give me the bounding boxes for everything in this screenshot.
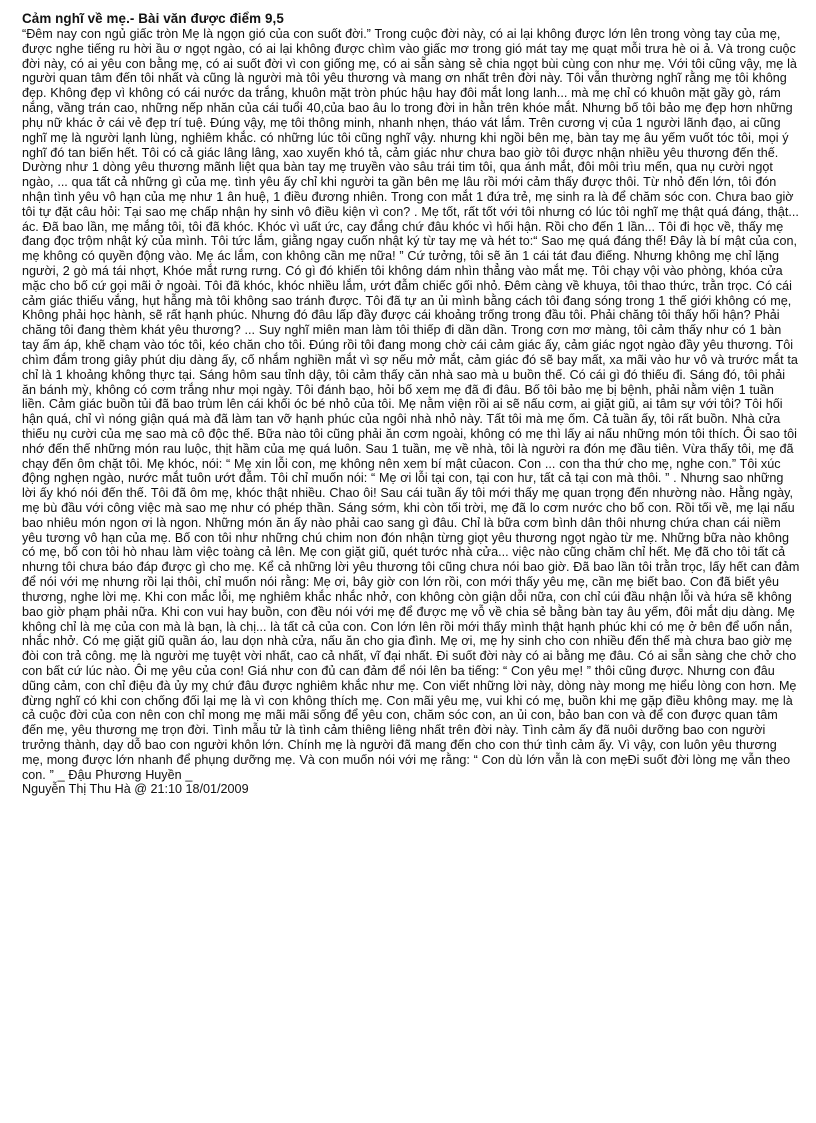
author-byline: Nguyễn Thị Thu Hà @ 21:10 18/01/2009 bbox=[22, 782, 249, 797]
document-title: Cảm nghĩ về mẹ.- Bài văn được điểm 9,5 bbox=[22, 11, 284, 26]
document-body: “Đêm nay con ngủ giấc tròn Mẹ là ngọn gió của con suốt đời.” Trong cuộc đời này, có ai lại không được lớn lên trong vòng tay của mẹ, được nghe tiếng ru hời ầu ơ ngọt ngào, có ai lại không được chìm vào giấc mơ trong gió mát tay mẹ quạt mỗi trưa hè oi ả. Và trong cuộc đời này, có ai yêu con bằng mẹ, có ai suốt đời vì con giống mẹ, có ai sẵn sàng sẻ chia ngọt bùi cùng con như mẹ. Với tôi cũng vậy, mẹ là người quan tâm đến tôi nhất và cũng là người mà tôi yêu thương và mang ơn nhất trên đời này. Tôi vẫn thường nghĩ rằng mẹ tôi không đẹp. Không đẹp vì không có cái nước da trắng, khuôn mặt tròn phúc hậu hay đôi mắt long lanh... mà mẹ chỉ có khuôn mặt gầy gò, rám nắng, vầng trán cao, những nếp nhăn của cái tuổi 40,của bao âu lo trong đời in hằn trên khóe mắt. Nhưng bố tôi bảo mẹ đẹp hơn những phụ nữ khác ở cái vẻ đẹp trí tuệ. Đúng vậy, mẹ tôi thông minh, nhanh nhẹn, tháo vát lắm. Trên cương vị của 1 người lãnh đạo, ai cũng nghĩ mẹ là người lạnh lùng, nghiêm khắc. có những lúc tôi cũng nghĩ vậy. nhưng khi ngồi bên mẹ, bàn tay mẹ âu yếm vuốt tóc tôi, mọi ý nghĩ đó tan biến hết. Tôi có cả giác lâng lâng, xao xuyến khó tả, cảm giác như chưa bao giờ tôi được nhận nhiều yêu thương đến thế. Dường như 1 dòng yêu thương mãnh liệt qua bàn tay mẹ truyền vào sâu trái tim tôi, qua ánh mắt, đôi môi trìu mến, qua nụ cười ngọt ngào, ... qua tất cả những gì của mẹ. tình yêu ấy chỉ khi người ta gần bên mẹ lâu rồi mới cảm thấy được thôi. Từ nhỏ đến lớn, tôi đón nhận tình yêu vô hạn của mẹ như 1 ân huệ, 1 điều đương nhiên. Trong con mắt 1 đứa trẻ, mẹ sinh ra là để chăm sóc con. Chưa bao giờ tôi tự đặt câu hỏi: Tại sao mẹ chấp nhận hy sinh vô điều kiện vì con? . Mẹ tốt, rất tốt với tôi nhưng có lúc tôi nghĩ mẹ thật quá đáng, thật... ác. Đã bao lần, mẹ mắng tôi, tôi đã khóc. Khóc vì uất ức, cay đắng chứ đâu khóc vì hối hận. Rồi cho đến 1 lần... Tôi đi học về, thấy mẹ đang đọc trộm nhật ký của mình. Tôi tức lắm, giằng ngay cuốn nhật ký từ tay mẹ và hét to:“ Sao mẹ quá đáng thế! Đây là bí mật của con, mẹ không có quyền động vào. Mẹ ác lắm, con không cần mẹ nữa! ” Cứ tưởng, tôi sẽ ăn 1 cái tát đau điếng. Nhưng không mẹ chỉ lặng người, 2 gò má tái nhợt, Khóe mắt rưng rưng. Có gì đó khiến tôi không dám nhìn thẳng vào mắt mẹ. Tôi chạy vội vào phòng, khóa cửa mặc cho bố cứ gọi mãi ở ngoài. Tôi đã khóc, khóc nhiều lắm, ướt đẫm chiếc gối nhỏ. Đêm càng về khuya, tôi thao thức, trằn trọc. Có cái cảm giác thiếu vắng, hụt hẫng mà tôi không sao tránh được. Tôi đã tự an ủi mình bằng cách tôi đang sóng trong 1 thế giới không có mẹ, Không phải học hành, sẽ rất hạnh phúc. Nhưng đó đâu lấp đầy được cái khoảng trống trong đầu tôi. Phải chăng tôi thấy hối hận? Phải chăng tôi đang thèm khát yêu thương? ... Suy nghĩ miên man làm tôi thiếp đi dần dần. Trong cơn mơ màng, tôi cảm thấy như có 1 bàn tay ấm áp, khẽ chạm vào tóc tôi, kéo chăn cho tôi. Đúng rồi tôi đang mong chờ cái cảm giác ấy, cảm giác ngọt ngào đầy yêu thương. Tôi chìm đắm trong giây phút dịu dàng ấy, cố nhắm nghiền mắt vì sợ nếu mở mắt, cảm giác đó sẽ bay mất, xa mãi vào hư vô và trước mắt ta chỉ là 1 khoảng không thực tại. Sáng hôm sau tỉnh dậy, tôi cảm thấy căn nhà sao mà u buồn thế. Có cái gì đó thiếu đi. Sáng đó, tôi phải ăn bánh mỳ, không có cơm trắng như mọi ngày. Tôi đánh bạo, hỏi bố xem mẹ đã đi đâu. Bố tôi bảo mẹ bị bệnh, phải nằm viện 1 tuần liền. Cảm giác buồn tủi đã bao trùm lên cái khối óc bé nhỏ của tôi. Mẹ nằm viện rồi ai sẽ nấu cơm, ai giặt giũ, ai tâm sự với tôi? Tôi hối hận quá, chỉ vì nóng giận quá mà đã làm tan vỡ hạnh phúc của ngôi nhà nhỏ này. Tất tôi mà mẹ ốm. Cả tuần ấy, tôi rất buồn. Nhà cửa thiếu nụ cười của mẹ sao mà cô độc thế. Bữa nào tôi cũng phải ăn cơm ngoài, không có mẹ thì lấy ai nấu những món tôi thích. Ôi sao tôi nhớ đến thế những món rau luộc, thịt hầm của mẹ quá luôn. Sau 1 tuần, mẹ về nhà, tôi là người ra đón mẹ đầu tiên. Vừa thấy tôi, mẹ đã chạy đến ôm chặt tôi. Mẹ khóc, nói: “ Mẹ xin lỗi con, mẹ không nên xem bí mật củacon. Con ... con tha thứ cho mẹ, nghe con.” Tôi xúc động nghẹn ngào, nước mắt tuôn ướt đẫm. Tôi chỉ muốn nói: “ Mẹ ơi lỗi tại con, tại con hư, tất cả tại con mà thôi. ” . Nhưng sao những lời ấy khó nói đến thế. Tôi đã ôm mẹ, khóc thật nhiều. Chao ôi! Sau cái tuần ấy tôi mới thấy mẹ quan trọng đến nhường nào. Hằng ngày, mẹ bù đầu với công việc mà sao mẹ như có phép thần. Sáng sớm, khi còn tối trời, mẹ đã lo cơm nước cho bố con. Rồi tối về, mẹ lại nấu bao nhiêu món ngon ơi là ngon. Những món ăn ấy nào phải cao sang gì đâu. Chỉ là bữa cơm bình dân thôi nhưng chứa chan cái niềm yêu tương vô hạn của mẹ. Bố con tôi như những chú chim non đón nhận từng giọt yêu thương ngọt ngào từ mẹ. Những bữa nào không có mẹ, bố con tôi hò nhau làm việc toàng cả lên. Mẹ con giặt giũ, quét tước nhà cửa... việc nào cũng chăm chỉ hết. Mẹ đã cho tôi tất cả nhưng tôi chưa báo đáp được gì cho mẹ. Kể cả những lời yêu thương tôi cũng chưa nói bao giờ. Đã bao lần tôi trằn trọc, lấy hết can đảm để nói với mẹ nhưng rồi lại thôi, chỉ muốn nói rằng: Mẹ ơi, bây giờ con lớn rồi, con mới thấy yêu mẹ, cần mẹ biết bao. Con đã biết yêu thương, nghe lời mẹ. Khi con mắc lỗi, mẹ nghiêm khắc nhắc nhở, con không còn giận dỗi nữa, con chỉ cúi đầu nhận lỗi và hứa sẽ không bao giờ phạm phải nữa. Khi con vui hay buồn, con đều nói với mẹ để được mẹ vỗ về chia sẻ bằng bàn tay âu yếm, đôi mắt dịu dàng. Mẹ không chỉ là mẹ của con mà là bạn, là chị... là tất cả của con. Con lớn lên rồi mới thấy mình thật hạnh phúc khi có mẹ ở bên để uốn nắn, nhắc nhở. Có mẹ giặt giũ quần áo, lau dọn nhà cửa, nấu ăn cho gia đình. Mẹ ơi, mẹ hy sinh cho con nhiều đến thế mà chưa bao giờ mẹ đòi con trả công. mẹ là người mẹ tuyệt vời nhất, cao cả nhất, vĩ đại nhất. Đi suốt đời này có ai bằng mẹ đâu. Có ai sẵn sàng che chở cho con bất cứ lúc nào. Ôi mẹ yêu của con! Giá như con đủ can đảm để nói lên ba tiếng: “ Con yêu mẹ! ” thôi cũng được. Nhưng con đâu dũng cảm, con chỉ điệu đà ủy mỵ chứ đâu được nghiêm khắc như mẹ. Con viết những lời này, dòng này mong mẹ hiểu lòng con hơn. Mẹ đừng nghĩ có khi con chống đối lại mẹ là vì con không thích mẹ. Con mãi yêu mẹ, vui khi có mẹ, buồn khi mẹ gặp điều không may. mẹ là cả cuộc đời của con nên con chỉ mong mẹ mãi mãi sống để yêu con, chăm sóc con, an ủi con, bảo ban con và để con được quan tâm đến mẹ, yêu thương mẹ trọn đời. Tình mẫu tử là tình cảm thiêng liêng nhất trên đời này. Tình cảm ấy đã nuôi dưỡng bao con người trưởng thành, dạy dỗ bao con người khôn lớn. Chính mẹ là người đã mang đến cho con thứ tình cảm ấy. Vì vậy, con luôn yêu thương mẹ, mong được lớn nhanh để phụng dưỡng mẹ. Và con muốn nói với mẹ rằng: “ Con dù lớn vẫn là con mẹĐi suốt đời lòng mẹ vẫn theo con. ” _ Đậu Phương Huyền _ bbox=[22, 27, 800, 782]
document-page bbox=[22, 10, 800, 797]
